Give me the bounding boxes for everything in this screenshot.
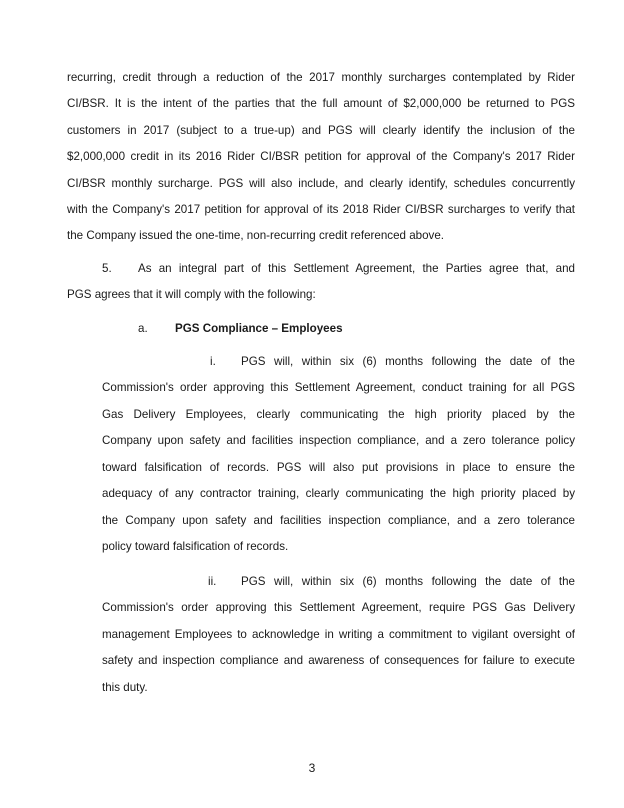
intro-line-5: CI/BSR monthly surcharge. PGS will also include, and clearly identify, schedules concurrently — [67, 177, 575, 190]
intro-line-7: the Company issued the one-time, non-recurring credit referenced above. — [67, 229, 445, 242]
intro-line-1: recurring, credit through a reduction of the 2017 monthly surcharges contemplated by Rider — [67, 71, 575, 84]
item-i-first-line: PGS will, within six (6) months following the date of the — [241, 355, 575, 368]
item-i-line-5: toward falsification of records. PGS will also put provisions in place to ensure the — [102, 461, 575, 474]
item-ii-numeral: ii. — [208, 575, 217, 588]
item-ii-line-2: Commission's order approving this Settlement Agreement, require PGS Gas Delivery — [102, 601, 575, 614]
item-i-numeral: i. — [210, 355, 216, 368]
intro-line-6: with the Company's 2017 petition for approval of its 2018 Rider CI/BSR surcharges to verify that — [67, 203, 575, 216]
item-ii-first-line: PGS will, within six (6) months following the date of the — [241, 575, 575, 588]
intro-line-4: $2,000,000 credit in its 2016 Rider CI/BSR petition for approval of the Company's 2017 Rider — [67, 150, 575, 163]
item-i-line-6: adequacy of any contractor training, clearly communicating the high priority placed by — [102, 487, 575, 500]
paragraph-5-line-1: As an integral part of this Settlement Agreement, the Parties agree that, and — [138, 262, 575, 275]
item-ii-line-4: safety and inspection compliance and awareness of consequences for failure to execute — [102, 654, 575, 667]
item-ii-line-5: this duty. — [102, 681, 148, 694]
paragraph-5-number: 5. — [102, 262, 112, 275]
section-a-letter: a. — [138, 322, 148, 335]
item-i-line-3: Gas Delivery Employees, clearly communicating the high priority placed by the — [102, 408, 575, 421]
paragraph-5-line-2: PGS agrees that it will comply with the following: — [67, 288, 316, 301]
item-i-line-4: Company upon safety and facilities inspection compliance, and a zero tolerance policy — [102, 434, 575, 447]
intro-line-3: customers in 2017 (subject to a true-up) and PGS will clearly identify the inclusion of the — [67, 124, 575, 137]
item-i-line-8: policy toward falsification of records. — [102, 540, 289, 553]
item-i-line-7: the Company upon safety and facilities inspection compliance, and a zero tolerance — [102, 514, 575, 527]
intro-line-2: CI/BSR. It is the intent of the parties that the full amount of $2,000,000 be returned to PGS — [67, 97, 575, 110]
page-number: 3 — [308, 761, 316, 775]
section-a-title: PGS Compliance – Employees — [175, 322, 343, 335]
item-ii-line-3: management Employees to acknowledge in writing a commitment to vigilant oversight of — [102, 628, 575, 641]
item-i-line-2: Commission's order approving this Settlement Agreement, conduct training for all PGS — [102, 381, 575, 394]
